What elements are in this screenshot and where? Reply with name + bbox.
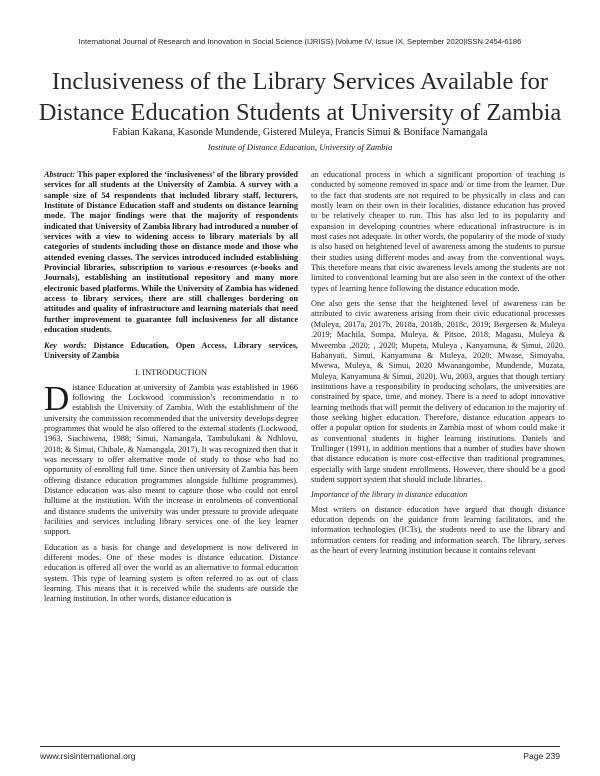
keywords-paragraph [44,341,298,362]
abstract-text: This paper explored the ‘inclusiveness’ of the library provided services for all students at the University of Zambia. A survey with a sample size of 54 respondents that included library staff, lecturers, Institute of Distance Education staff and students on distance learning mode. The major findings were that the majority of respondents indicated that University of Zambia library had introduced a number of services with a view to widening access to library materials by all categories of students including those on distance mode and those who attended evening classes. The services introduced included establishing Provincial libraries, subscription to various e-resources (e-books and Journals), establishing an institutional repository and many more electronic based platforms. While the University of Zambia has widened access to library services, there are still challenges bordering on attitudes and quality of infrastructure and learning materials that need further improvement to guarantee full inclusiveness for all distance education students. [44,170,298,335]
keywords-text: Distance Education, Open Access, Library services, University of Zambia [44,340,298,360]
footer-page-number: Page 239 [523,751,560,761]
paper-title: Inclusiveness of the Library Services Available for Distance Education Students at University of Zambia [38,68,562,126]
page-footer [40,746,560,761]
intro-paragraph-1-text: istance Education at university of Zambia was established in 1966 following the Lockwood commission’s recommendatio n to establish the University of Zambia. With the establishment of the university the commission recommended that the university develops degree programmes that would be also offered to the external students (Lockwood, 1963, Siachiwena, 1988; Simui, Namangala, Tambulukani & Ndhlovu, 2018; & Simui, Chibale, & Namangala, 2017). It was recognized then that it was necessary to offer alternative mode of study to those who had no opportunity of enrolling full time. Since then university of Zambia has been offering distance education programmes alongside fulltime programmes). Distance education was also meant to capture those who could not enrol fulltime at the institution. With the increase in enrolments of conventional and distance students the university was under pressure to provide adequate facilities and services including library services one of the key learner support. [44,382,298,537]
left-column [44,170,298,610]
introduction-heading: I. INTRODUCTION [134,367,208,378]
intro-paragraph-3: an educational process in which a significant proportion of teaching is conducted by someone removed in space and/ or time from the learner. Due to the fact that students are not required to be physically in class and can mostly learn on their own in their localities, distance education has proved to be relatively cheaper to run. This has also led to its popularity and expansion in developing countries where educational infrastructure is in most cases not adequate. In other words, the popularity of the mode of study is also based on heightened level of awareness among the students to pursue their studies using different modes and away from the conventional ways. This therefore means that civic awareness levels among the students are not limited to conventional learning but are also seen in the context of the other types of learning hence following the distance education mode. [311,170,565,293]
keywords-label: Key words: [44,340,87,350]
right-column [311,170,565,561]
author-list: Fabian Kakana, Kasonde Mundende, Gistered Muleya, Francis Simui & Boniface Namangala [112,127,488,138]
abstract-label: Abstract: [44,170,76,179]
subsection-heading: Importance of the library in distance education [311,490,468,500]
affiliation: Institute of Distance Education, University of Zambia [207,142,393,152]
journal-header: International Journal of Research and Innovation in Social Science (IJRISS) |Volume IV, Issue IX, September 2020|ISSN 2454-6186 [78,37,522,46]
drop-cap: D [44,378,70,418]
footer-website: www.rsisinternational.org [40,751,136,761]
intro-paragraph-1 [44,378,298,538]
importance-paragraph-1: Most writers on distance education have argued that though distance education depends on the guidance from learning facilitators, and the information technologies (ICTs), the students need to use the library and information centers for reading and information search. The library, serves as the heart of every learning institution because it contains relevant [311,504,565,556]
intro-paragraph-4: One also gets the sense that the heightened level of awareness can be attributed to civic awareness arising from their civic educational processes (Muleya, 2017a, 2017b, 2018a, 2018b, 2018c, 2019; Bergersen & Muleya .2019; Machila, Sompa, Muleya, & Pitsoe, 2018; Magasu, Muleya & Mweemba ,2020; , 2020; Mupeta, Muleya , Kanyamuna, & Simui, 2020. Habanyati, Simui, Kanyamuna & Muleya, 2020; Mwase, Simuyaba, Mwewa, Muleya, & Simui, 2020 Mwanangombe, Mundende, Muzata, Muleya, Kanyamuna & Simui, 2020). Wu, 2003, argues that though tertiary institutions have a responsibility in producing scholars, the universities are constrained by space, time, and money. There is a need to adopt innovative learning methods that will permit the delivery of education to the majority of those seeking higher education. Therefore, distance education appears to offer a popular option for students in Zambia most of whom could make it as conventional students in higher learning institutions. Daniels and Trullinger (1991), in addition mentions that a number of studies have shown that distance education is more cost-effective than traditional programmes, especially with large student enrollments. However, there should be a good student support system that should include libraries. [311,299,565,484]
abstract-paragraph [44,170,298,336]
intro-paragraph-2: Education as a basis for change and development is now delivered in different modes. One of these modes is distance education. Distance education is offered all over the world as an alternative to formal education system. This type of learning system is often referred to as out of class learning. This means that it is received while the students are outside the learning institution. In other words, distance education is [44,542,298,604]
